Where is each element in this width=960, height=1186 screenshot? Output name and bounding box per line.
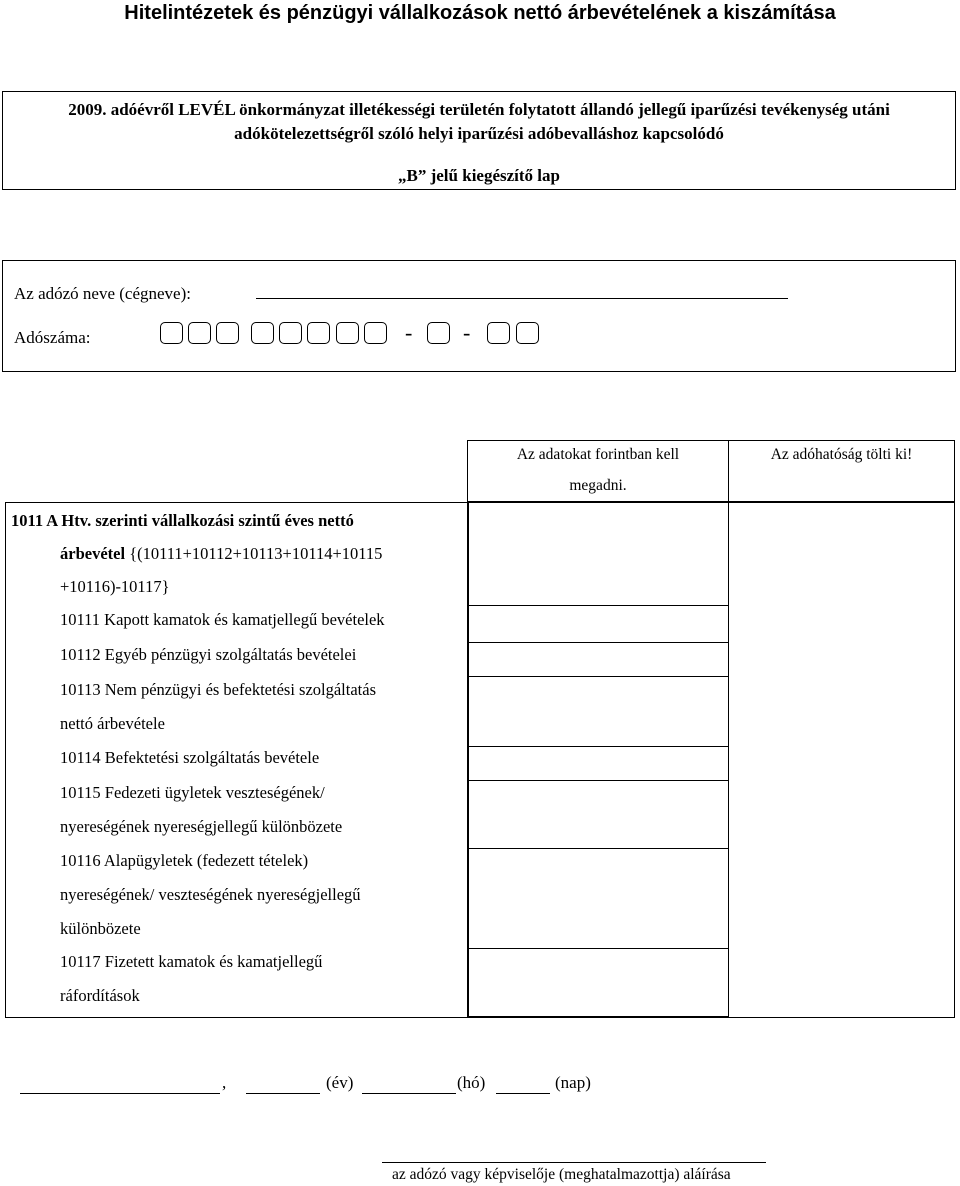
form-subtitle: „B” jelű kiegészítő lap [398, 166, 560, 185]
total-revenue-label-line-2: árbevétel {(10111+10112+10113+10114+10115 [60, 544, 383, 563]
total-revenue-label-line-3: +10116)-10117} [60, 577, 170, 596]
amount-input-10111[interactable] [469, 607, 727, 641]
amount-input-1011[interactable] [469, 504, 727, 604]
month-label: (hó) [457, 1073, 486, 1092]
day-field[interactable] [496, 1093, 550, 1094]
row-10116-label-line-2: nyereségének/ veszteségének nyereségjellegű [60, 885, 361, 904]
row-divider [467, 605, 729, 606]
row-10112-label: 10112 Egyéb pénzügyi szolgáltatás bevételei [60, 645, 357, 664]
tax-number-separator: - [463, 320, 471, 345]
day-label: (nap) [555, 1073, 591, 1092]
amount-input-10117[interactable] [469, 950, 727, 1015]
amount-header-line-1: Az adatokat forintban kell [516, 446, 680, 463]
row-10113-label-line-1: 10113 Nem pénzügyi és befektetési szolgáltatás [60, 680, 376, 699]
date-comma: , [222, 1073, 227, 1092]
tax-number-separator: - [405, 320, 413, 345]
header-line-2: adókötelezettségről szóló helyi iparűzési adóbevalláshoz kapcsolódó [234, 124, 724, 143]
row-10115-label-line-2: nyereségének nyereségjellegű különbözete [60, 817, 343, 836]
page-title: Hitelintézetek és pénzügyi vállalkozások nettó árbevételének a kiszámítása [124, 2, 836, 24]
form-header-box [2, 91, 956, 190]
header-line-1: 2009. adóévről LEVÉL önkormányzat illetékességi területén folytatott állandó jellegű iparűzési tevékenység utáni [68, 100, 890, 119]
total-revenue-formula: {(10111+10112+10113+10114+10115 [129, 544, 383, 563]
row-10117-label-line-2: ráfordítások [60, 986, 140, 1005]
tax-number-county-digit[interactable] [516, 322, 539, 344]
place-field[interactable] [20, 1093, 220, 1094]
row-divider [467, 780, 729, 781]
taxpayer-name-label: Az adózó neve (cégneve): [14, 284, 191, 303]
tax-number-label: Adószáma: [14, 328, 91, 347]
taxpayer-box [2, 260, 956, 372]
row-10117-label-line-1: 10117 Fizetett kamatok és kamatjellegű [60, 952, 323, 971]
revenue-table [5, 440, 955, 1018]
row-divider [467, 948, 729, 949]
amount-input-10116[interactable] [469, 850, 727, 947]
signature-field[interactable] [382, 1162, 766, 1163]
tax-number-county-digit[interactable] [487, 322, 510, 344]
month-field[interactable] [362, 1093, 456, 1094]
tax-number-digit[interactable] [188, 322, 211, 344]
row-10116-label-line-3: különbözete [60, 919, 141, 938]
authority-column-divider [728, 502, 729, 1018]
row-divider [467, 642, 729, 643]
row-10111-label: 10111 Kapott kamatok és kamatjellegű bevételek [60, 610, 385, 629]
year-field[interactable] [246, 1093, 320, 1094]
tax-number-digit[interactable] [279, 322, 302, 344]
tax-number-vat-digit[interactable] [427, 322, 450, 344]
tax-number-digit[interactable] [216, 322, 239, 344]
tax-number-digit[interactable] [364, 322, 387, 344]
row-10114-label: 10114 Befektetési szolgáltatás bevétele [60, 748, 320, 767]
row-divider [467, 1016, 729, 1018]
amount-header-line-2: megadni. [569, 477, 627, 494]
tax-number-digit[interactable] [307, 322, 330, 344]
tax-number-digit[interactable] [160, 322, 183, 344]
tax-number-digit[interactable] [251, 322, 274, 344]
total-revenue-label-line-1: 1011 A Htv. szerinti vállalkozási szintű éves nettó [11, 511, 354, 530]
tax-number-digit[interactable] [336, 322, 359, 344]
row-divider [467, 848, 729, 849]
amount-input-10115[interactable] [469, 782, 727, 847]
amount-input-10112[interactable] [469, 644, 727, 675]
authority-header: Az adóhatóság tölti ki! [770, 446, 913, 463]
amount-input-10113[interactable] [469, 678, 727, 745]
row-divider [467, 676, 729, 677]
row-divider [467, 746, 729, 747]
row-10115-label-line-1: 10115 Fedezeti ügyletek veszteségének/ [60, 783, 325, 802]
taxpayer-name-field[interactable] [256, 298, 788, 299]
row-10113-label-line-2: nettó árbevétele [60, 714, 165, 733]
amount-input-10114[interactable] [469, 748, 727, 779]
signature-label: az adózó vagy képviselője (meghatalmazottja) aláírása [392, 1166, 731, 1183]
row-10116-label-line-1: 10116 Alapügyletek (fedezett tételek) [60, 851, 309, 870]
year-label: (év) [326, 1073, 354, 1092]
